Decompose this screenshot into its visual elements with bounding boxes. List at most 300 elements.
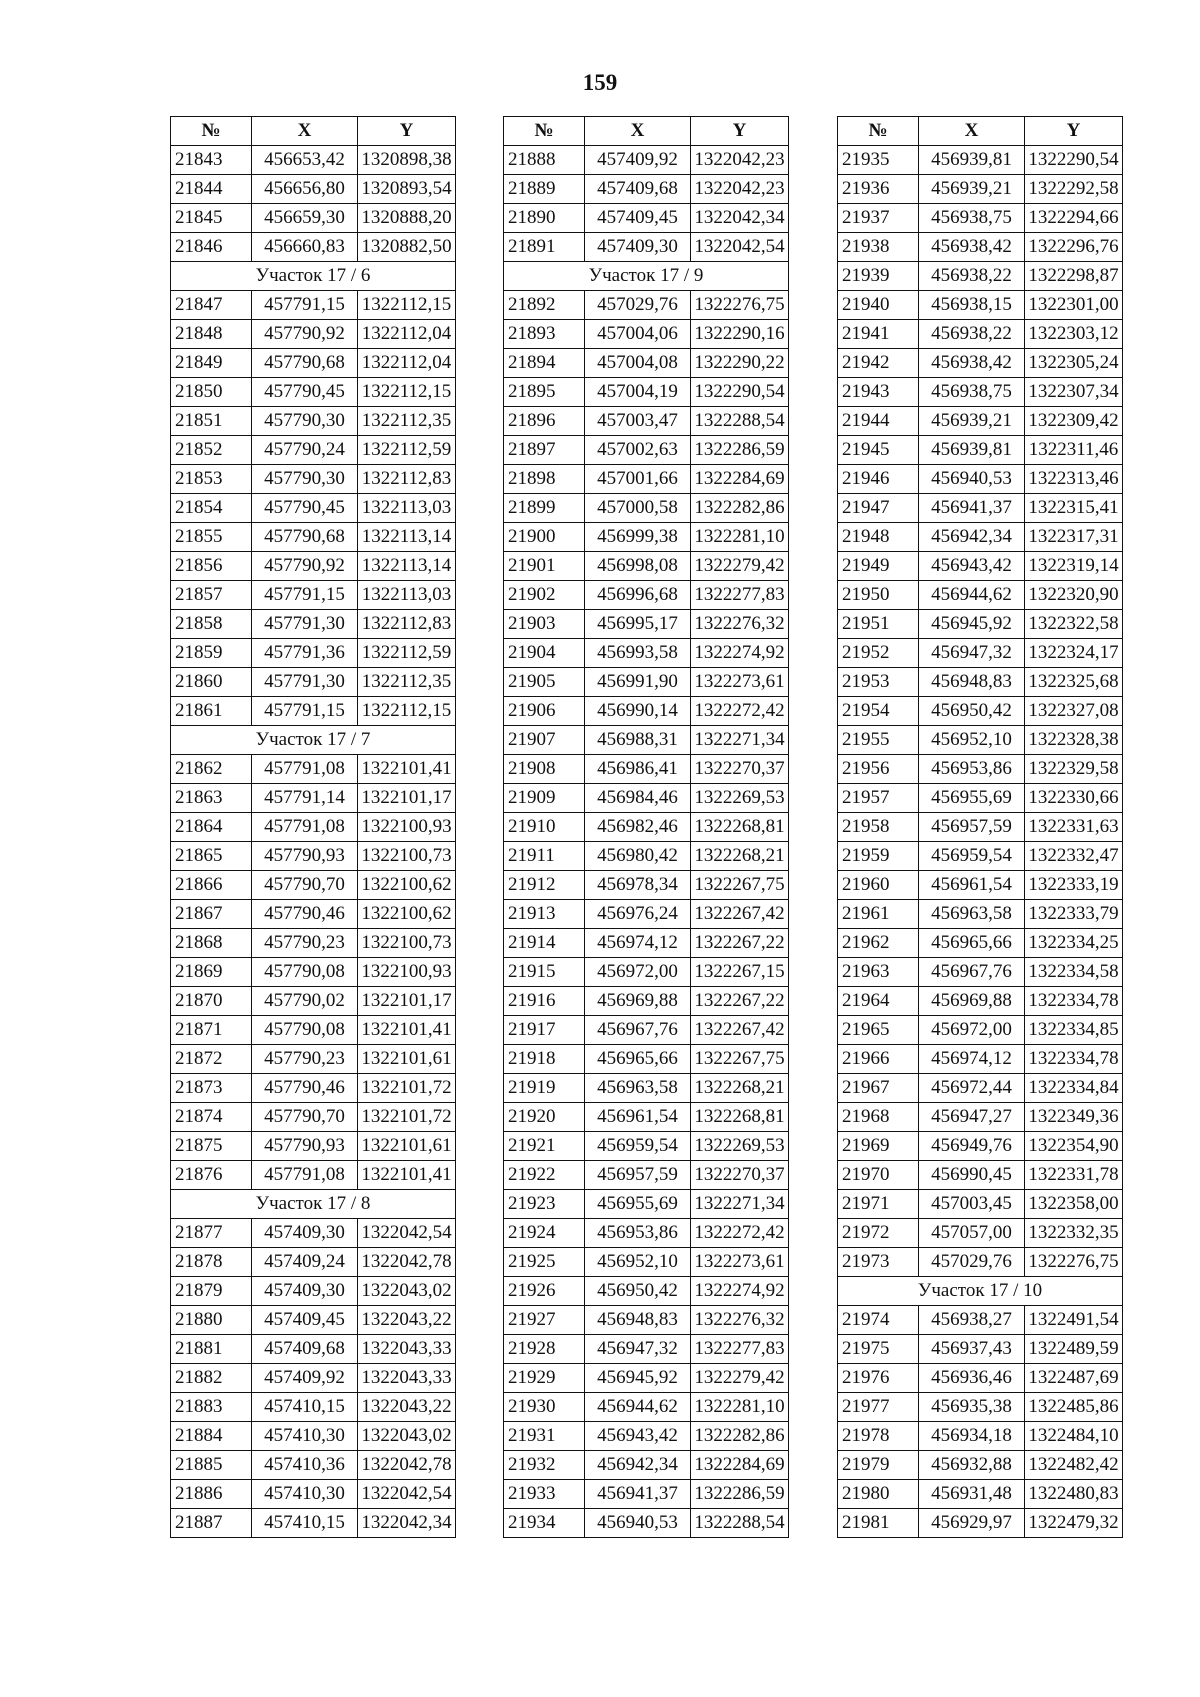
cell-num: 21947 [838, 494, 919, 523]
cell-y: 1322113,03 [358, 494, 456, 523]
cell-num: 21906 [504, 697, 585, 726]
cell-y: 1322101,17 [358, 987, 456, 1016]
cell-y: 1322043,33 [358, 1335, 456, 1364]
cell-x: 456991,90 [585, 668, 691, 697]
cell-x: 457029,76 [585, 291, 691, 320]
cell-x: 457790,46 [252, 900, 358, 929]
cell-x: 457409,45 [585, 204, 691, 233]
cell-num: 21926 [504, 1277, 585, 1306]
cell-y: 1322279,42 [691, 1364, 789, 1393]
header-x: X [252, 117, 358, 146]
table-row [171, 465, 456, 494]
cell-x: 456955,69 [585, 1190, 691, 1219]
cell-x: 457002,63 [585, 436, 691, 465]
table-row [171, 1219, 456, 1248]
cell-x: 457791,08 [252, 1161, 358, 1190]
cell-y: 1322288,54 [691, 407, 789, 436]
table-row [838, 291, 1123, 320]
table-row [171, 929, 456, 958]
coordinates-table-1 [170, 116, 456, 1538]
cell-x: 456957,59 [919, 813, 1025, 842]
cell-x: 456939,81 [919, 146, 1025, 175]
table-row [838, 987, 1123, 1016]
cell-num: 21902 [504, 581, 585, 610]
table-row [171, 146, 456, 175]
cell-x: 457790,23 [252, 929, 358, 958]
table-row [838, 871, 1123, 900]
cell-x: 457791,14 [252, 784, 358, 813]
cell-x: 457409,68 [585, 175, 691, 204]
cell-x: 456656,80 [252, 175, 358, 204]
cell-num: 21894 [504, 349, 585, 378]
cell-num: 21936 [838, 175, 919, 204]
header-x: X [919, 117, 1025, 146]
cell-x: 456931,48 [919, 1480, 1025, 1509]
cell-x: 456972,00 [585, 958, 691, 987]
cell-y: 1322271,34 [691, 726, 789, 755]
table-row [504, 175, 789, 204]
cell-num: 21886 [171, 1480, 252, 1509]
cell-y: 1322043,02 [358, 1422, 456, 1451]
table-row [171, 1277, 456, 1306]
table-row [504, 958, 789, 987]
table-row [171, 233, 456, 262]
table-row [504, 523, 789, 552]
cell-x: 456988,31 [585, 726, 691, 755]
cell-x: 457791,30 [252, 668, 358, 697]
cell-y: 1320882,50 [358, 233, 456, 262]
cell-y: 1322276,32 [691, 1306, 789, 1335]
table-row [838, 610, 1123, 639]
table-row [838, 1509, 1123, 1538]
cell-num: 21932 [504, 1451, 585, 1480]
cell-x: 456959,54 [919, 842, 1025, 871]
cell-y: 1322042,54 [358, 1219, 456, 1248]
cell-y: 1322267,75 [691, 1045, 789, 1074]
cell-y: 1322112,35 [358, 668, 456, 697]
cell-num: 21850 [171, 378, 252, 407]
cell-y: 1322325,68 [1025, 668, 1123, 697]
cell-y: 1322267,22 [691, 987, 789, 1016]
cell-x: 457790,92 [252, 552, 358, 581]
cell-y: 1322480,83 [1025, 1480, 1123, 1509]
table-row [171, 1074, 456, 1103]
table-row [171, 639, 456, 668]
cell-num: 21955 [838, 726, 919, 755]
cell-y: 1322487,69 [1025, 1364, 1123, 1393]
cell-num: 21855 [171, 523, 252, 552]
cell-x: 456967,76 [919, 958, 1025, 987]
cell-x: 456936,46 [919, 1364, 1025, 1393]
cell-y: 1322100,62 [358, 871, 456, 900]
cell-num: 21847 [171, 291, 252, 320]
table-row [504, 871, 789, 900]
cell-y: 1322113,14 [358, 523, 456, 552]
cell-y: 1322479,32 [1025, 1509, 1123, 1538]
cell-num: 21867 [171, 900, 252, 929]
cell-y: 1322274,92 [691, 639, 789, 668]
header-x: X [585, 117, 691, 146]
cell-x: 456957,59 [585, 1161, 691, 1190]
cell-y: 1322042,34 [358, 1509, 456, 1538]
table-row [838, 755, 1123, 784]
table-row [171, 958, 456, 987]
cell-y: 1322311,46 [1025, 436, 1123, 465]
cell-x: 456963,58 [585, 1074, 691, 1103]
cell-num: 21876 [171, 1161, 252, 1190]
table-row [504, 900, 789, 929]
table-row [171, 1509, 456, 1538]
cell-y: 1322333,79 [1025, 900, 1123, 929]
table-row [504, 233, 789, 262]
table-row [838, 494, 1123, 523]
header-num: № [504, 117, 585, 146]
cell-num: 21981 [838, 1509, 919, 1538]
table-row [171, 349, 456, 378]
cell-x: 456980,42 [585, 842, 691, 871]
table-row [171, 1364, 456, 1393]
cell-y: 1322332,35 [1025, 1219, 1123, 1248]
cell-y: 1322112,83 [358, 610, 456, 639]
cell-x: 457410,30 [252, 1480, 358, 1509]
cell-num: 21937 [838, 204, 919, 233]
cell-num: 21875 [171, 1132, 252, 1161]
cell-x: 456955,69 [919, 784, 1025, 813]
cell-y: 1322286,59 [691, 1480, 789, 1509]
cell-x: 456952,10 [585, 1248, 691, 1277]
cell-y: 1322301,00 [1025, 291, 1123, 320]
cell-x: 457790,08 [252, 1016, 358, 1045]
table-row [504, 1422, 789, 1451]
cell-y: 1322330,66 [1025, 784, 1123, 813]
table-row [838, 813, 1123, 842]
cell-x: 457791,15 [252, 581, 358, 610]
cell-num: 21860 [171, 668, 252, 697]
table-row [838, 900, 1123, 929]
cell-x: 457790,70 [252, 871, 358, 900]
cell-x: 456937,43 [919, 1335, 1025, 1364]
table-row [838, 1248, 1123, 1277]
cell-num: 21952 [838, 639, 919, 668]
cell-x: 457410,30 [252, 1422, 358, 1451]
cell-num: 21846 [171, 233, 252, 262]
cell-num: 21913 [504, 900, 585, 929]
cell-num: 21911 [504, 842, 585, 871]
table-row [838, 1451, 1123, 1480]
cell-x: 457790,46 [252, 1074, 358, 1103]
cell-x: 456984,46 [585, 784, 691, 813]
table-row [171, 291, 456, 320]
cell-num: 21966 [838, 1045, 919, 1074]
cell-x: 456942,34 [585, 1451, 691, 1480]
cell-num: 21910 [504, 813, 585, 842]
table-row [838, 1364, 1123, 1393]
cell-x: 457790,93 [252, 842, 358, 871]
cell-num: 21873 [171, 1074, 252, 1103]
cell-y: 1322313,46 [1025, 465, 1123, 494]
header-row [504, 117, 789, 146]
cell-y: 1322273,61 [691, 1248, 789, 1277]
cell-y: 1322334,84 [1025, 1074, 1123, 1103]
cell-x: 456938,15 [919, 291, 1025, 320]
cell-num: 21862 [171, 755, 252, 784]
cell-num: 21857 [171, 581, 252, 610]
table-row [504, 291, 789, 320]
cell-num: 21941 [838, 320, 919, 349]
cell-y: 1322268,21 [691, 1074, 789, 1103]
table-row [171, 1045, 456, 1074]
cell-x: 457409,92 [252, 1364, 358, 1393]
table-row [838, 697, 1123, 726]
cell-x: 456660,83 [252, 233, 358, 262]
cell-y: 1322113,14 [358, 552, 456, 581]
table-row [171, 581, 456, 610]
cell-num: 21899 [504, 494, 585, 523]
cell-num: 21891 [504, 233, 585, 262]
table-row [504, 1219, 789, 1248]
table-row [838, 1480, 1123, 1509]
table-row [838, 1132, 1123, 1161]
header-num: № [838, 117, 919, 146]
cell-x: 457790,08 [252, 958, 358, 987]
cell-y: 1322482,42 [1025, 1451, 1123, 1480]
cell-x: 456976,24 [585, 900, 691, 929]
cell-x: 456948,83 [919, 668, 1025, 697]
cell-x: 456938,75 [919, 378, 1025, 407]
cell-y: 1322100,93 [358, 958, 456, 987]
table-row [838, 436, 1123, 465]
header-y: Y [1025, 117, 1123, 146]
cell-x: 457003,47 [585, 407, 691, 436]
cell-y: 1322112,35 [358, 407, 456, 436]
cell-x: 456967,76 [585, 1016, 691, 1045]
cell-y: 1322268,81 [691, 1103, 789, 1132]
table-row [171, 1451, 456, 1480]
cell-num: 21973 [838, 1248, 919, 1277]
table-row [504, 552, 789, 581]
table-row [171, 842, 456, 871]
cell-num: 21931 [504, 1422, 585, 1451]
cell-y: 1322112,83 [358, 465, 456, 494]
table-row [171, 697, 456, 726]
table-row [504, 465, 789, 494]
cell-x: 457409,30 [585, 233, 691, 262]
cell-num: 21878 [171, 1248, 252, 1277]
cell-x: 456947,32 [585, 1335, 691, 1364]
cell-x: 456950,42 [919, 697, 1025, 726]
cell-num: 21852 [171, 436, 252, 465]
cell-y: 1322043,02 [358, 1277, 456, 1306]
cell-num: 21964 [838, 987, 919, 1016]
table-row [504, 697, 789, 726]
cell-x: 457790,70 [252, 1103, 358, 1132]
cell-x: 456961,54 [919, 871, 1025, 900]
cell-x: 457791,30 [252, 610, 358, 639]
cell-num: 21953 [838, 668, 919, 697]
cell-y: 1322276,32 [691, 610, 789, 639]
cell-num: 21939 [838, 262, 919, 291]
cell-y: 1322282,86 [691, 494, 789, 523]
cell-x: 456941,37 [585, 1480, 691, 1509]
table-row [838, 1016, 1123, 1045]
table-row [171, 1016, 456, 1045]
cell-y: 1322101,61 [358, 1045, 456, 1074]
table-row [504, 1364, 789, 1393]
table-row [838, 958, 1123, 987]
cell-x: 456953,86 [585, 1219, 691, 1248]
cell-y: 1322328,38 [1025, 726, 1123, 755]
cell-y: 1322290,54 [691, 378, 789, 407]
table-row [504, 1451, 789, 1480]
table-row [838, 929, 1123, 958]
cell-y: 1322276,75 [1025, 1248, 1123, 1277]
cell-y: 1322329,58 [1025, 755, 1123, 784]
cell-x: 456953,86 [919, 755, 1025, 784]
cell-x: 457790,68 [252, 349, 358, 378]
cell-num: 21940 [838, 291, 919, 320]
cell-num: 21950 [838, 581, 919, 610]
cell-y: 1322269,53 [691, 784, 789, 813]
section-title: Участок 17 / 8 [171, 1190, 456, 1219]
cell-x: 456929,97 [919, 1509, 1025, 1538]
table-row [838, 146, 1123, 175]
cell-y: 1322307,34 [1025, 378, 1123, 407]
cell-y: 1322334,85 [1025, 1016, 1123, 1045]
cell-y: 1322267,42 [691, 1016, 789, 1045]
cell-y: 1322269,53 [691, 1132, 789, 1161]
cell-x: 456934,18 [919, 1422, 1025, 1451]
cell-num: 21934 [504, 1509, 585, 1538]
cell-num: 21885 [171, 1451, 252, 1480]
cell-x: 456940,53 [585, 1509, 691, 1538]
cell-num: 21893 [504, 320, 585, 349]
table-row [171, 378, 456, 407]
cell-y: 1322334,25 [1025, 929, 1123, 958]
cell-num: 21912 [504, 871, 585, 900]
cell-y: 1322101,41 [358, 1016, 456, 1045]
cell-y: 1322272,42 [691, 697, 789, 726]
table-row [838, 842, 1123, 871]
cell-y: 1322354,90 [1025, 1132, 1123, 1161]
cell-num: 21979 [838, 1451, 919, 1480]
table-row [838, 1190, 1123, 1219]
cell-num: 21868 [171, 929, 252, 958]
cell-num: 21854 [171, 494, 252, 523]
cell-x: 456978,34 [585, 871, 691, 900]
cell-num: 21915 [504, 958, 585, 987]
cell-x: 456952,10 [919, 726, 1025, 755]
cell-x: 456969,88 [919, 987, 1025, 1016]
cell-y: 1322324,17 [1025, 639, 1123, 668]
cell-num: 21945 [838, 436, 919, 465]
table-row [171, 1480, 456, 1509]
table-row [171, 900, 456, 929]
cell-num: 21960 [838, 871, 919, 900]
cell-x: 456999,38 [585, 523, 691, 552]
cell-y: 1322332,47 [1025, 842, 1123, 871]
table-row [171, 320, 456, 349]
cell-y: 1322309,42 [1025, 407, 1123, 436]
cell-num: 21859 [171, 639, 252, 668]
cell-y: 1322288,54 [691, 1509, 789, 1538]
table-row [504, 1016, 789, 1045]
cell-y: 1322282,86 [691, 1422, 789, 1451]
cell-y: 1322485,86 [1025, 1393, 1123, 1422]
cell-num: 21961 [838, 900, 919, 929]
cell-x: 457790,24 [252, 436, 358, 465]
cell-num: 21895 [504, 378, 585, 407]
cell-x: 456972,00 [919, 1016, 1025, 1045]
cell-num: 21933 [504, 1480, 585, 1509]
cell-y: 1322042,23 [691, 146, 789, 175]
cell-num: 21942 [838, 349, 919, 378]
cell-y: 1322334,58 [1025, 958, 1123, 987]
table-row [504, 1277, 789, 1306]
cell-num: 21944 [838, 407, 919, 436]
cell-y: 1322484,10 [1025, 1422, 1123, 1451]
header-row [838, 117, 1123, 146]
cell-y: 1322274,92 [691, 1277, 789, 1306]
cell-y: 1322277,83 [691, 1335, 789, 1364]
cell-x: 456961,54 [585, 1103, 691, 1132]
cell-num: 21848 [171, 320, 252, 349]
cell-y: 1322268,81 [691, 813, 789, 842]
cell-num: 21861 [171, 697, 252, 726]
cell-y: 1322100,93 [358, 813, 456, 842]
table-row [504, 378, 789, 407]
cell-num: 21980 [838, 1480, 919, 1509]
table-row [171, 204, 456, 233]
cell-x: 456982,46 [585, 813, 691, 842]
cell-x: 456943,42 [919, 552, 1025, 581]
table-row [838, 639, 1123, 668]
table-row [838, 581, 1123, 610]
cell-num: 21976 [838, 1364, 919, 1393]
cell-y: 1322489,59 [1025, 1335, 1123, 1364]
cell-num: 21924 [504, 1219, 585, 1248]
table-row [171, 755, 456, 784]
cell-x: 457790,68 [252, 523, 358, 552]
cell-y: 1322331,63 [1025, 813, 1123, 842]
cell-num: 21845 [171, 204, 252, 233]
table-row [171, 175, 456, 204]
cell-y: 1322042,34 [691, 204, 789, 233]
cell-num: 21967 [838, 1074, 919, 1103]
cell-y: 1322100,73 [358, 842, 456, 871]
cell-y: 1322333,19 [1025, 871, 1123, 900]
cell-y: 1322112,59 [358, 436, 456, 465]
cell-num: 21943 [838, 378, 919, 407]
table-row [171, 1306, 456, 1335]
cell-y: 1322317,31 [1025, 523, 1123, 552]
table-row [171, 523, 456, 552]
cell-x: 457790,30 [252, 465, 358, 494]
cell-y: 1322286,59 [691, 436, 789, 465]
table-row [504, 204, 789, 233]
cell-y: 1322112,04 [358, 320, 456, 349]
cell-y: 1322043,22 [358, 1306, 456, 1335]
cell-x: 456963,58 [919, 900, 1025, 929]
section-row [504, 262, 789, 291]
cell-y: 1322042,54 [691, 233, 789, 262]
cell-y: 1320898,38 [358, 146, 456, 175]
table-row [504, 1161, 789, 1190]
section-row [171, 1190, 456, 1219]
cell-y: 1322101,17 [358, 784, 456, 813]
cell-y: 1322290,22 [691, 349, 789, 378]
cell-y: 1322101,72 [358, 1103, 456, 1132]
table-row [504, 1132, 789, 1161]
